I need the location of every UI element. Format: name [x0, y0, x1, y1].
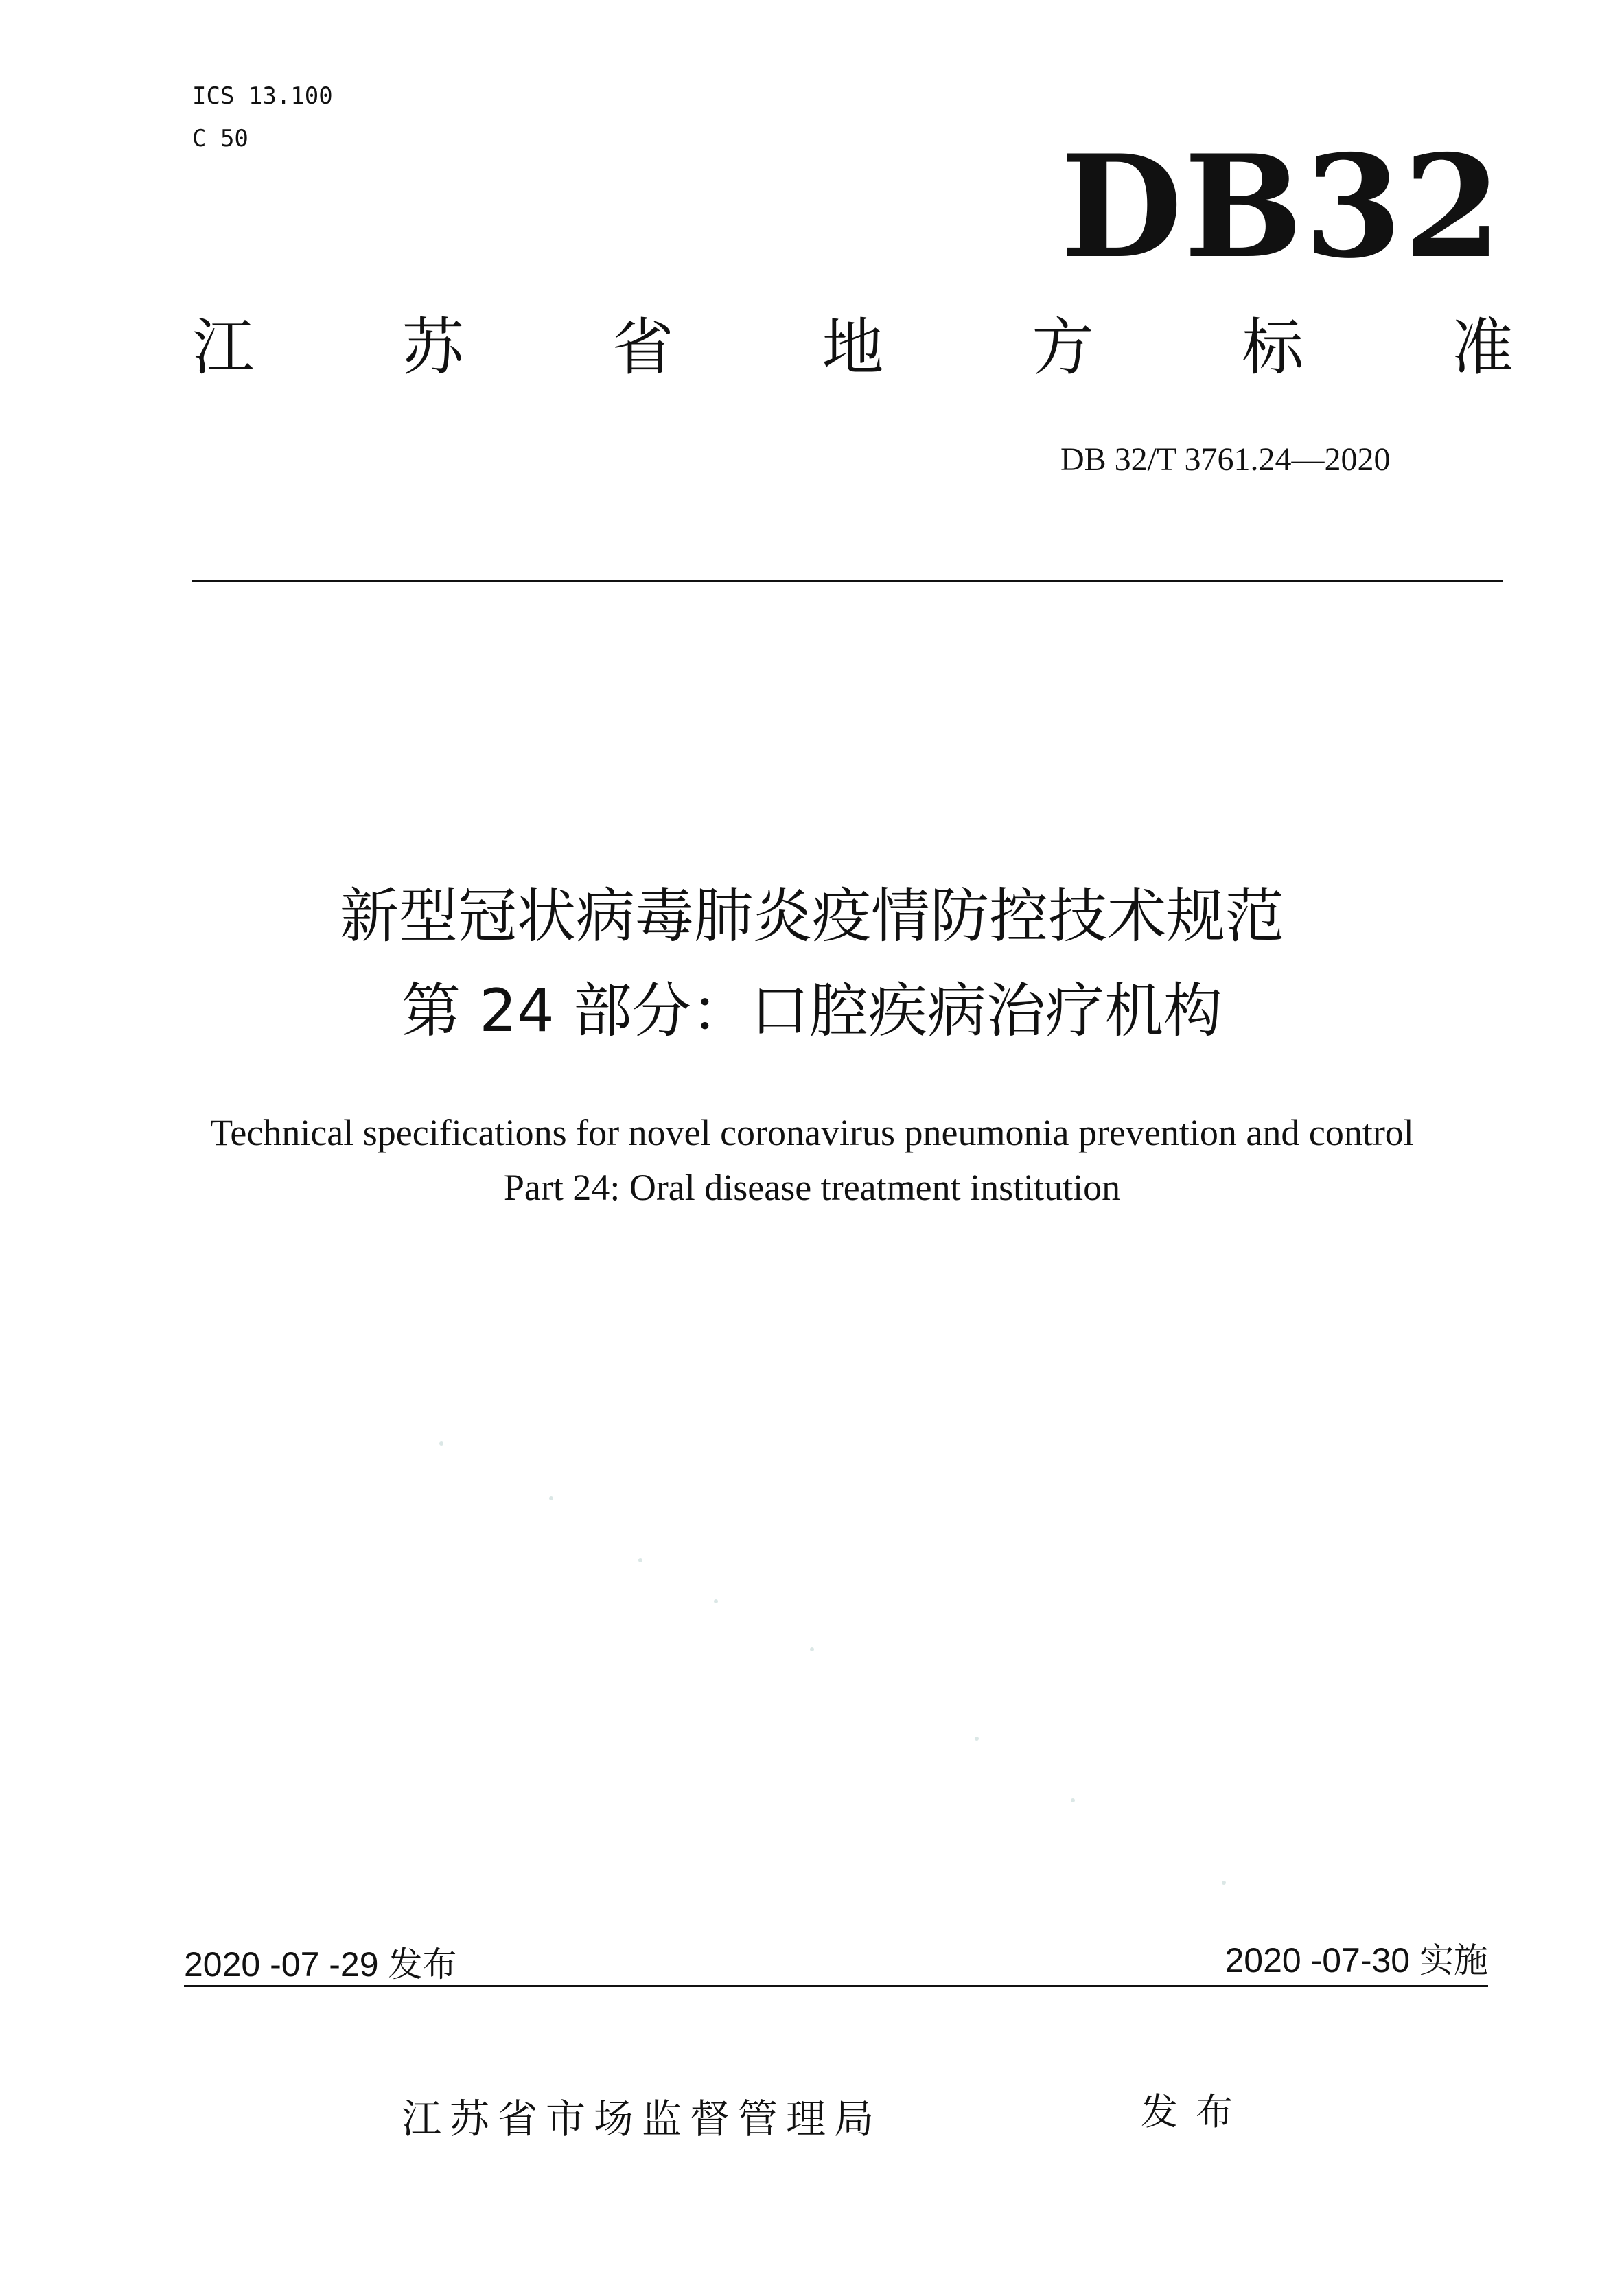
standard-kind-char: 准 — [1451, 312, 1513, 384]
title-cn-line1: 新型冠状病毒肺炎疫情防控技术规范 — [340, 882, 1284, 951]
scan-speck — [1071, 1798, 1075, 1802]
standard-number: DB 32/T 3761.24—2020 — [1060, 441, 1391, 478]
ics-code: ICS 13.100 — [192, 82, 333, 110]
scan-speck — [714, 1599, 718, 1603]
standard-kind — [192, 312, 1513, 384]
standard-kind-char: 标 — [1242, 312, 1304, 384]
bottom-divider — [184, 1985, 1488, 1987]
standard-kind-char: 地 — [822, 312, 884, 384]
standard-kind-char: 省 — [612, 312, 674, 384]
implement-date: 2020 -07-30 实施 — [1225, 1941, 1488, 1980]
issuing-authority: 江苏省市场监督管理局 — [402, 2096, 883, 2142]
standard-logo: DB32 — [1060, 125, 1503, 290]
top-divider — [192, 580, 1503, 582]
title-en-line2: Part 24: Oral disease treatment institution — [503, 1167, 1121, 1208]
ccs-code: C 50 — [192, 125, 248, 152]
standard-kind-char: 江 — [192, 312, 254, 384]
scan-speck — [810, 1647, 814, 1651]
title-en-line1: Technical specifications for novel coronavirus pneumonia prevention and control — [210, 1112, 1414, 1153]
standard-kind-char: 方 — [1032, 312, 1094, 384]
standard-kind-char: 苏 — [402, 312, 464, 384]
publish-date: 2020 -07 -29 发布 — [184, 1945, 457, 1984]
scan-speck — [549, 1496, 553, 1500]
scan-speck — [439, 1441, 443, 1446]
title-cn-line2: 第 24 部分：口腔疾病治疗机构 — [401, 977, 1223, 1045]
scan-speck — [975, 1737, 979, 1741]
issue-label: 发布 — [1141, 2090, 1251, 2133]
scan-speck — [638, 1558, 642, 1562]
scan-speck — [1222, 1881, 1226, 1885]
